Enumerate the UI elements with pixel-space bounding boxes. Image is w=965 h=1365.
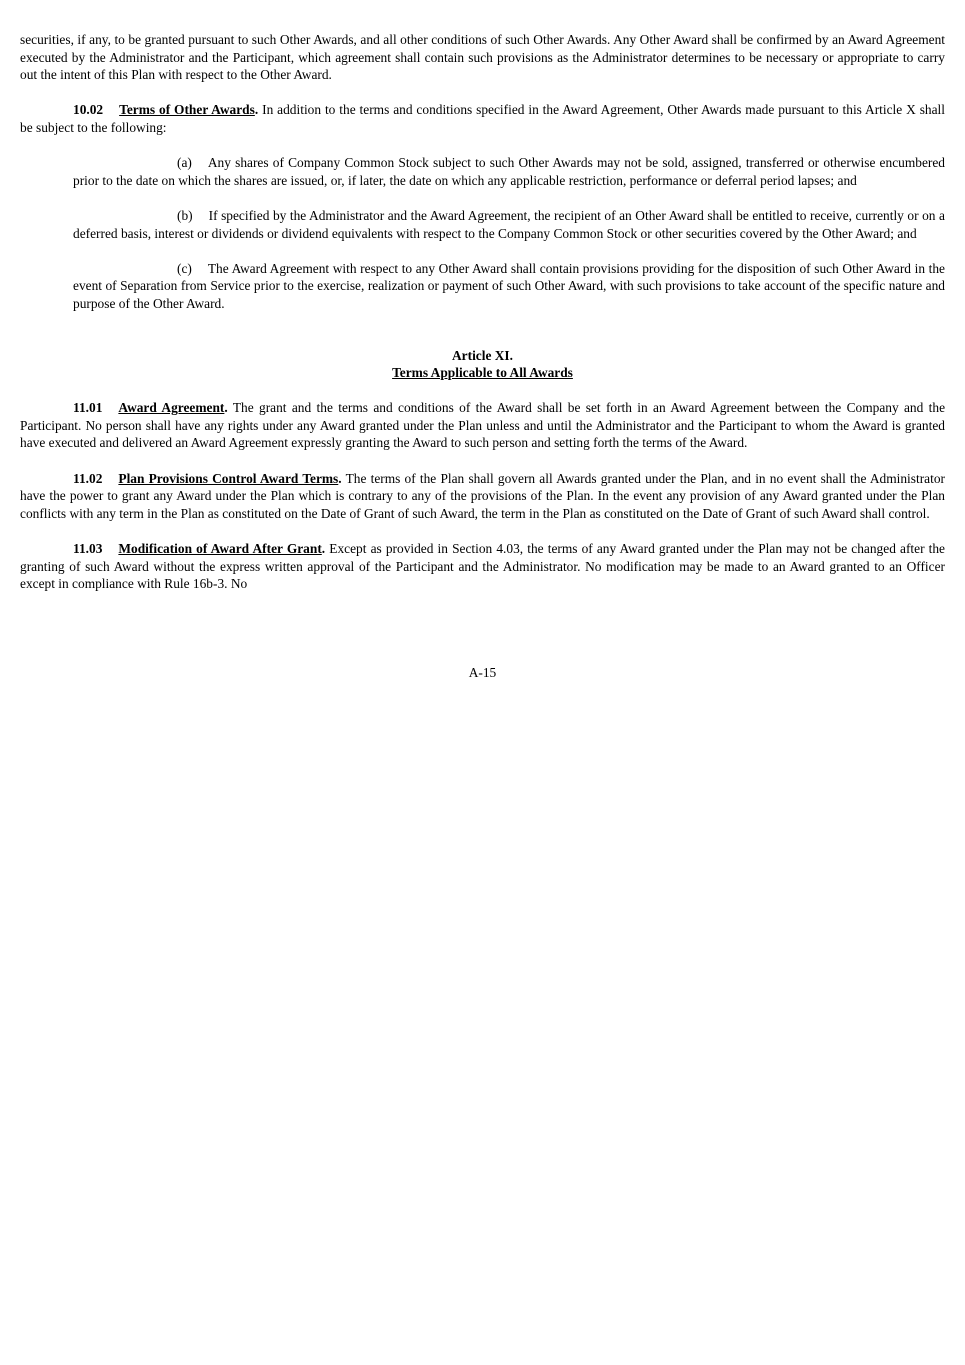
subitem-text: If specified by the Administrator and the Award Agreement, the recipient of an Other Award shall be entitled to receive, currently or on a deferred basis, interest or dividends or dividend equivalents with respect to the Company Common Stock or other securities covered by the Other Award; and — [73, 207, 945, 241]
section-11-02: 11.02 Plan Provisions Control Award Terms. The terms of the Plan shall govern all Awards granted under the Plan, and in no event shall the Administrator have the power to grant any Award under the Plan which is contrary to any of the provisions of the Plan. In the event any provision of any Award granted under the Plan conflicts with any term in the Plan as constituted on the Date of Grant of such Award, the term in the Plan as constituted on the Date of Grant of such Award shall control. — [20, 470, 945, 521]
section-11-01: 11.01 Award Agreement. The grant and the terms and conditions of the Award shall be set forth in an Award Agreement between the Company and the Participant. No person shall have any rights under any Award granted under the Plan unless and until the Administrator and the Participant to whom the Award is granted have executed and delivered an Award Agreement expressly granting the Award to such person and setting forth the terms of the Award. — [20, 400, 946, 451]
section-title: Plan Provisions Control Award Terms — [118, 470, 339, 486]
subitem-a — [73, 154, 945, 189]
section-number: 10.02 — [73, 102, 104, 118]
section-number: 11.03 — [73, 541, 103, 557]
subitem-c — [73, 260, 945, 313]
article-number: Article XI. — [452, 347, 513, 363]
section-number: 11.01 — [73, 400, 103, 416]
section-text: The grant and the terms and conditions of the Award shall be set forth in an Award Agreement between the Company and the Participant. No person shall have any rights under any Award granted under the Plan unless and until the Administrator and the Participant to whom the Award is granted have executed and delivered an Award Agreement expressly granting the Award to such person and setting forth the terms of the Award. — [20, 400, 946, 451]
section-text: The terms of the Plan shall govern all Awards granted under the Plan, and in no event shall the Administrator have the power to grant any Award under the Plan which is contrary to any of the provisions of the Plan. In the event any provision of any Award granted under the Plan conflicts with any term in the Plan as constituted on the Date of Grant of such Award, the term in the Plan as constituted on the Date of Grant of such Award shall control. — [20, 470, 945, 521]
subitem-text: Any shares of Company Common Stock subject to such Other Awards may not be sold, assigned, transferred or otherwise encumbered prior to the date on which the shares are issued, or, if later, the date on which any applicable restriction, performance or deferral period lapses; and — [73, 155, 945, 188]
section-text: Except as provided in Section 4.03, the terms of any Award granted under the Plan may not be changed after the granting of such Award without the express written approval of the Participant and the Administrator. No modification may be made to an Award granted to an Officer except in compliance with Rule 16b-3. No — [20, 541, 946, 592]
subitem-b — [73, 207, 945, 242]
subitem-label: (a) — [177, 155, 192, 171]
subitem-label: (c) — [177, 260, 192, 276]
section-11-03: 11.03 Modification of Award After Grant. Except as provided in Section 4.03, the terms of any Award granted under the Plan may not be changed after the granting of such Award without the express written approval of the Participant and the Administrator. No modification may be made to an Award granted to an Officer except in compliance with Rule 16b-3. No — [20, 541, 946, 592]
article-title: Terms Applicable to All Awards — [392, 365, 573, 381]
section-10-02: 10.02 Terms of Other Awards. In addition to the terms and conditions specified in the Award Agreement, Other Awards made pursuant to this Article X shall be subject to the following: — [20, 102, 945, 135]
section-text: In addition to the terms and conditions specified in the Award Agreement, Other Awards made pursuant to this Article X shall be subject to the following: — [20, 102, 945, 135]
section-number: 11.02 — [73, 470, 103, 486]
page-number: A-15 — [468, 665, 497, 680]
section-title: Terms of Other Awards — [119, 102, 255, 118]
subitem-text: The Award Agreement with respect to any Other Award shall contain provisions providing for the disposition of such Other Award in the event of Separation from Service prior to the exercise, realization or payment of such Other Award, with such provisions to take account of the specific nature and purpose of the Other Award. — [73, 260, 945, 311]
section-title: Award Agreement — [118, 400, 225, 416]
section-title: Modification of Award After Grant — [118, 541, 322, 557]
article-heading — [20, 347, 945, 382]
continuation-paragraph: securities, if any, to be granted pursuant to such Other Awards, and all other conditions of such Other Awards. Any Other Award shall be confirmed by an Award Agreement executed by the Administrator and the Participant, which agreement shall contain such provisions as the Administrator determines to be necessary or appropriate to carry out the intent of this Plan with respect to the Other Award. — [20, 32, 945, 83]
document-page — [20, 31, 945, 610]
subitem-label: (b) — [177, 207, 193, 223]
